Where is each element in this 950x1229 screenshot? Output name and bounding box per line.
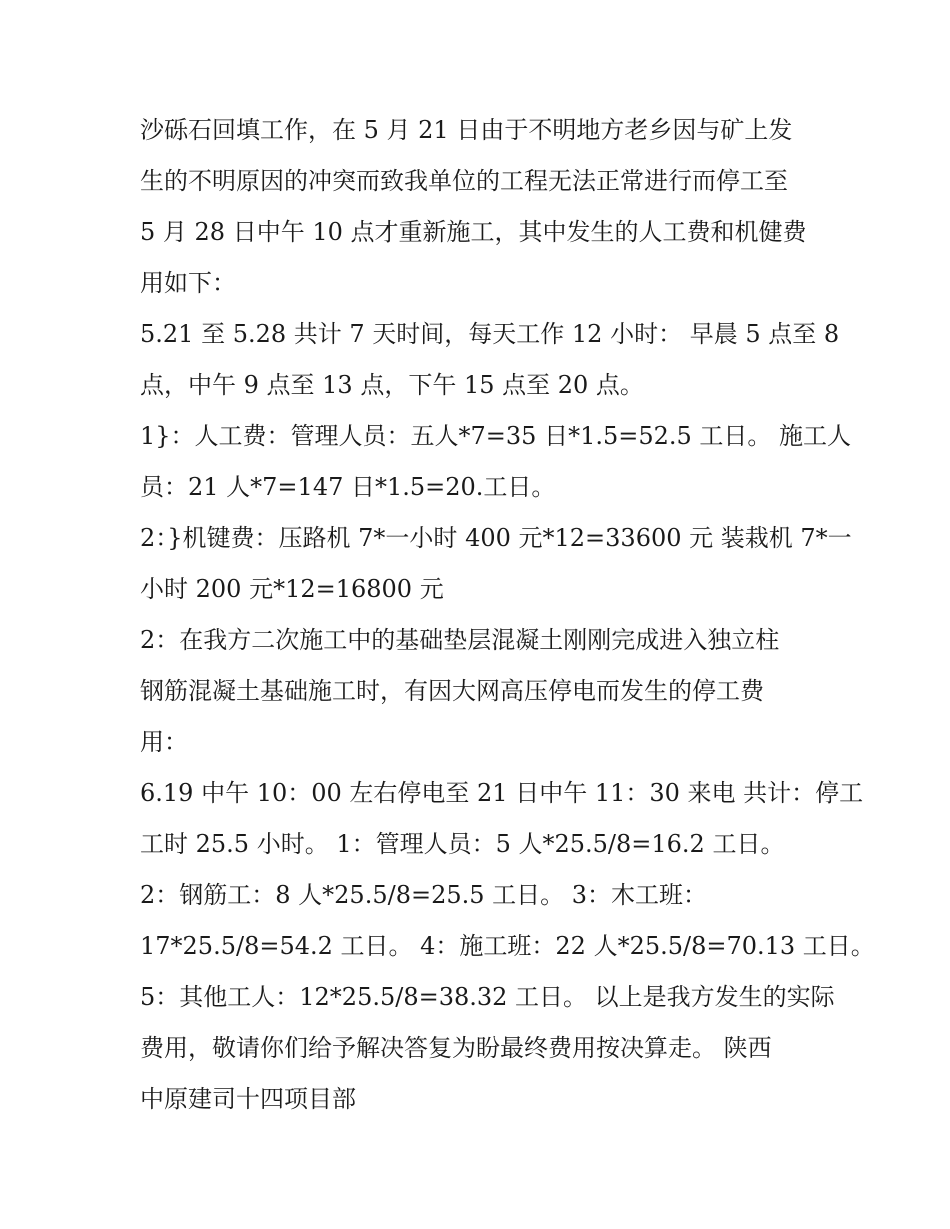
text-line-16: 2：钢筋工：8 人*25.5/8=25.5 工日。 3：木工班： xyxy=(140,881,708,909)
text-line-2: 生的不明原因的冲突而致我单位的工程无法正常进行而停工至 xyxy=(140,167,788,195)
text-line-11: 2：在我方二次施工中的基础垫层混凝土刚刚完成进入独立柱 xyxy=(140,626,780,654)
text-line-10: 小时 200 元*12=16800 元 xyxy=(140,575,444,603)
document-body xyxy=(140,105,875,1125)
text-line-5: 5.21 至 5.28 共计 7 天时间，每天工作 12 小时： 早晨 5 点至 8 xyxy=(140,320,840,348)
text-line-9: 2：}机键费：压路机 7*一小时 400 元*12=33600 元 装栽机 7*一 xyxy=(140,524,852,552)
text-line-19: 费用，敬请你们给予解决答复为盼最终费用按决算走。 陕西 xyxy=(140,1034,772,1062)
text-line-8: 员：21 人*7=147 日*1.5=20.工日。 xyxy=(140,473,556,501)
text-line-14: 6.19 中午 10：00 左右停电至 21 日中午 11：30 来电 共计：停工 xyxy=(140,779,864,807)
text-line-18: 5：其他工人：12*25.5/8=38.32 工日。 以上是我方发生的实际 xyxy=(140,983,835,1011)
text-line-15: 工时 25.5 小时。 1：管理人员：5 人*25.5/8=16.2 工日。 xyxy=(140,830,785,858)
text-line-13: 用： xyxy=(140,728,188,756)
text-line-7: 1}：人工费：管理人员：五人*7=35 日*1.5=52.5 工日。 施工人 xyxy=(140,422,852,450)
text-line-20: 中原建司十四项目部 xyxy=(140,1085,356,1113)
text-line-3: 5 月 28 日中午 10 点才重新施工，其中发生的人工费和机健费 xyxy=(140,218,807,246)
text-line-12: 钢筋混凝土基础施工时，有因大网高压停电而发生的停工费 xyxy=(140,677,764,705)
text-line-6: 点，中午 9 点至 13 点，下午 15 点至 20 点。 xyxy=(140,371,644,399)
text-line-4: 用如下： xyxy=(140,269,236,297)
text-line-17: 17*25.5/8=54.2 工日。 4：施工班：22 人*25.5/8=70.13 工日。 xyxy=(140,932,875,960)
text-line-1: 沙砾石回填工作，在 5 月 21 日由于不明地方老乡因与矿上发 xyxy=(140,116,793,144)
